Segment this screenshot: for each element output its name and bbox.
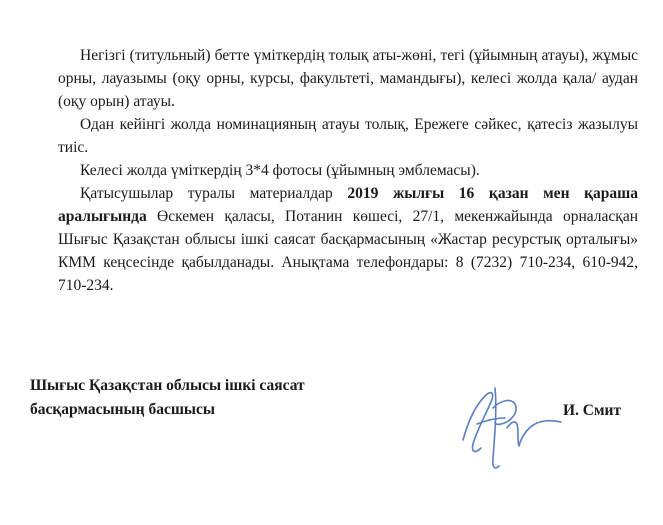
submission-dates: 2019 жылғы 16 қазан мен қараша аралығында (58, 185, 638, 225)
paragraph-title-page: Негізгі (титульный) бетте үміткердің толық аты-жөні, тегі (ұйымның атауы), жұмыс орны, лауазымы (оқу орны, курсы, факультеті, мамандығы), келесі жолда қала/ аудан (оқу орын) атауы. (58, 47, 638, 110)
document-body (58, 44, 638, 297)
paragraph-nomination: Одан кейінгі жолда номинацияның атауы толық, Ережеге сәйкес, қатесіз жазылуы тиіс. (58, 116, 638, 156)
signatory-position-line-2: басқармасының басшысы (30, 401, 216, 418)
paragraph-photo: Келесі жолда үміткердің 3*4 фотосы (ұйымның эмблемасы). (80, 162, 480, 179)
submission-text-post: Өскемен қаласы, Потанин көшесі, 27/1, мекенжайында орналасқан Шығыс Қазақстан облысы ішкі саясат басқармасының «Жастар ресурстық орталығы» КММ кеңсесінде қабылданады. Анықтама телефондары: 8 (7232) 710-234, 610-942, 710-234. (58, 208, 638, 294)
handwritten-signature (455, 378, 575, 478)
submission-text-pre: Қатысушылар туралы материалдар (80, 185, 348, 202)
signatory-position-line-1: Шығыс Қазақстан облысы ішкі саясат (30, 377, 305, 394)
paragraph-submission (58, 182, 638, 297)
signatory-position (30, 374, 350, 422)
signer-name: И. Смит (563, 402, 622, 419)
